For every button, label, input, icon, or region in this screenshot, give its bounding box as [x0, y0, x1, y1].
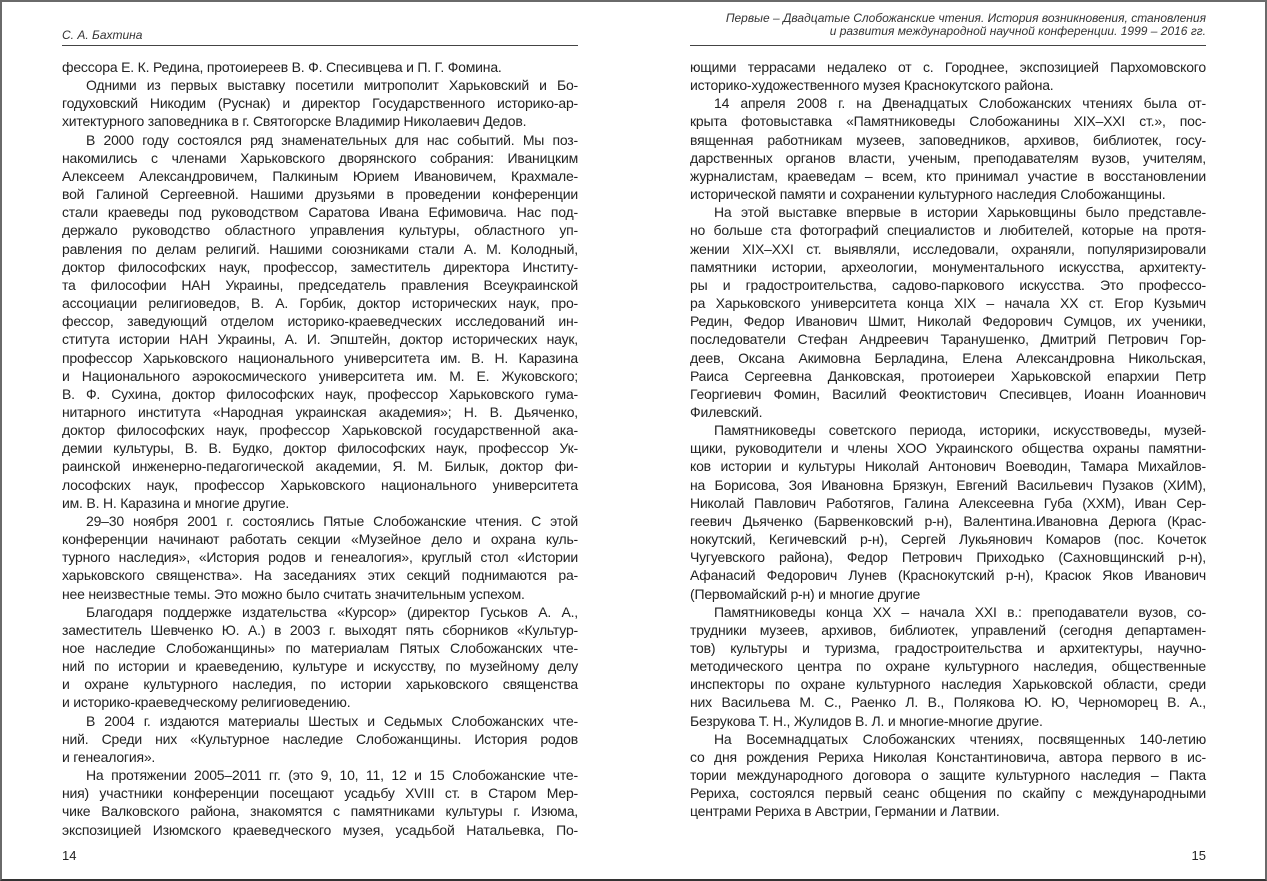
- text-line: На Восемнадцатых Слобожанских чтениях, посвященных 140-летию: [714, 730, 1206, 747]
- text-line: памятники истории, археологии, монументального искусства, архитекту-: [690, 258, 1206, 275]
- page-right: [690, 2, 1206, 879]
- text-line: исторической памяти и сохранении культурного наследия Слобожанщины.: [690, 186, 1166, 203]
- text-line: экспозицией Изюмского краеведческого музея, усадьбой Натальевка, По-: [62, 821, 578, 838]
- text-line: тов) культуры и туризма, градостроительства и архитектуры, научно-: [690, 640, 1206, 656]
- text-line: чике Валковского района, знакомятся с памятниками культуры г. Изюма,: [62, 803, 578, 820]
- text-line: них Васильева М. С., Раенко Л. В., Полякова Ю. Ю, Черноморец В. А.,: [690, 694, 1206, 711]
- text-line: но больше ста фотографий специалистов и любителей, которые на протя-: [690, 222, 1206, 239]
- text-line: фессор, заведующий отделом историко-краеведческих исследований ин-: [62, 313, 578, 330]
- text-line: нее неизвестные темы. Это можно было считать значительным успехом.: [62, 585, 525, 602]
- text-line: хитектурного заповедника в г. Святогорске Владимир Николаевич Дедов.: [62, 113, 527, 130]
- running-head-line: С. А. Бахтина: [62, 28, 143, 42]
- text-line: деев, Оксана Акимовна Берладина, Елена Александровна Никольская,: [690, 349, 1206, 366]
- paragraph: [690, 603, 1206, 730]
- text-line: геевич Дьяченко (Барвенковский р-н), Валентина.Ивановна Дерюга (Крас-: [690, 512, 1206, 529]
- text-line: инспекторы по охране культурного наследия Харьковской области, среди: [690, 676, 1206, 693]
- text-line: им. В. Н. Каразина и многие другие.: [62, 494, 290, 511]
- header-rule: [690, 45, 1206, 46]
- text-line: конференции начинают работать секции «Музейное дело и охрана куль-: [62, 531, 578, 548]
- text-line: на Борисова, Зоя Ивановна Брязкун, Евгений Васильевич Пузаков (ХИМ),: [690, 476, 1206, 493]
- page-left: [62, 2, 578, 879]
- paragraph: [690, 730, 1206, 821]
- page-body: [62, 58, 578, 839]
- text-line: равления по делам религий. Нашими союзниками стали А. М. Колодный,: [62, 240, 578, 257]
- text-line: турного наследия», «История родов и генеалогия», круглый стол «Истории: [62, 549, 578, 566]
- paragraph: [62, 131, 578, 512]
- text-line: Филевский.: [690, 403, 763, 420]
- running-head: [62, 29, 578, 42]
- text-line: Афанасий Федорович Лунев (Краснокутский р-н), Красюк Яков Иванович: [690, 567, 1206, 584]
- text-line: ков истории и культуры Николай Антонович Воеводин, Тамара Михайлов-: [690, 458, 1206, 475]
- text-line: и генеалогия».: [62, 748, 156, 765]
- text-line: центрами Рериха в Австрии, Германии и Латвии.: [690, 803, 1000, 820]
- text-line: Памятниковеды советского периода, историки, искусствоведы, музей-: [714, 422, 1206, 439]
- text-line: На протяжении 2005–2011 гг. (это 9, 10, 11, 12 и 15 Слобожанские чте-: [86, 767, 578, 784]
- text-line: тории международного договора о защите культурного наследия – Пакта: [690, 767, 1206, 784]
- text-line: и историко-краеведческому религиоведению.: [62, 694, 351, 711]
- text-line: со дня рождения Рериха Николая Константиновича, автора первого в ис-: [690, 748, 1206, 765]
- text-line: ра Харьковского университета конца XIX – начала XX ст. Егор Кузьмич: [690, 295, 1206, 312]
- page-number: 14: [62, 848, 77, 863]
- text-line: ющими террасами недалеко от с. Городнее, экспозицией Пархомовского: [690, 59, 1206, 75]
- text-line: ассоциации религиоведов, В. А. Горбик, доктор исторических наук, про-: [62, 295, 578, 312]
- text-line: демии культуры, В. В. Будко, доктор философских наук, профессор Ук-: [62, 440, 578, 457]
- text-line: годуховский Никодим (Руснак) и директор Государственного историко-ар-: [62, 95, 578, 112]
- text-line: щики, руководители и члены ХОО Украинского общества охраны памятни-: [690, 440, 1206, 457]
- header-rule: [62, 45, 578, 46]
- text-line: На этой выставке впервые в истории Харьковщины было представле-: [714, 204, 1206, 221]
- text-line: Памятниковеды конца XX – начала XXI в.: преподаватели вузов, со-: [714, 603, 1206, 620]
- text-line: В. Ф. Сухина, доктор философских наук, профессор Харьковского гума-: [62, 385, 578, 402]
- text-line: трудники музеев, архивов, библиотек, управлений (сегодня департамен-: [690, 621, 1206, 638]
- text-line: нитарного института «Народная украинская академия»; Н. В. Дьяченко,: [62, 403, 578, 420]
- text-line: и охране культурного наследия, по истории харьковского священства: [62, 676, 578, 693]
- text-line: 29–30 ноября 2001 г. состоялись Пятые Слобожанские чтения. С этой: [86, 512, 578, 529]
- paragraph: [62, 76, 578, 130]
- text-line: историко-художественного музея Краснокутского района.: [690, 77, 1054, 94]
- text-line: (Первомайский р-н) и многие другие: [690, 585, 921, 602]
- text-line: вященная работникам музеев, заповедников, архивов, библиотек, госу-: [690, 131, 1206, 148]
- text-line: заместитель Шевченко Ю. А.) в 2003 г. выходят пять сборников «Культур-: [62, 621, 578, 638]
- text-line: Благодаря поддержке издательства «Курсор» (директор Гуськов А. А.,: [86, 603, 578, 620]
- text-line: накомились с членами Харьковского дворянского собрания: Иваницким: [62, 149, 578, 166]
- text-line: Рериха, состоялся первый сеанс общения по скайпу с международными: [690, 785, 1206, 802]
- text-line: последователи Стефан Андреевич Таранушенко, Дмитрий Петрович Гор-: [690, 331, 1206, 348]
- text-line: и Национального аэрокосмического университета им. М. Е. Жуковского;: [62, 367, 578, 384]
- paragraph: [62, 766, 578, 839]
- running-head-line: и развития международной научной конференции. 1999 – 2016 гг.: [829, 24, 1206, 38]
- text-line: Безрукова Т. Н., Жулидов В. Л. и многие-многие другие.: [690, 712, 1043, 729]
- text-line: Георгиевич Фомин, Василий Феоктистович Спесивцев, Иоанн Иоаннович: [690, 385, 1206, 402]
- text-line: фессора Е. К. Редина, протоиереев В. Ф. Спесивцева и П. Г. Фомина.: [62, 59, 502, 75]
- text-line: та философии НАН Украины, председатель правления Всеукраинской: [62, 276, 578, 293]
- text-line: вой Галиной Сергеевной. Нашими друзьями в проведении конференции: [62, 186, 578, 203]
- paragraph: [690, 421, 1206, 603]
- text-line: раинской инженерно-педагогической академии, Я. М. Билык, доктор фи-: [62, 458, 578, 475]
- text-line: ний. Среди них «Культурное наследие Слобожанщины. История родов: [62, 730, 578, 747]
- text-line: харьковского священства». На заседаниях этих секций поднимаются ра-: [62, 567, 578, 584]
- text-line: методического центра по охране культурного наследия, общественные: [690, 658, 1206, 675]
- text-line: жении XIX–XXI ст. выявляли, исследовали, охраняли, популяризировали: [690, 240, 1206, 257]
- text-line: Редин, Федор Иванович Шмит, Николай Федорович Сумцов, их ученики,: [690, 313, 1206, 330]
- text-line: Николай Павлович Работягов, Галина Алексеевна Губа (ХХМ), Иван Сер-: [690, 494, 1206, 511]
- text-line: держало руководство областного управления культуры, областного уп-: [62, 222, 578, 239]
- text-line: нокутский, Кегичевский р-н), Сергей Лукьянович Комаров (пос. Кочеток: [690, 531, 1206, 548]
- text-line: В 2000 году состоялся ряд знаменательных для нас событий. Мы поз-: [86, 131, 578, 148]
- page-number: 15: [1191, 848, 1206, 863]
- text-line: В 2004 г. издаются материалы Шестых и Седьмых Слобожанских чте-: [86, 712, 578, 729]
- text-line: крыта фотовыставка «Памятниковеды Слобожанины XIX–XXI ст.», пос-: [690, 113, 1206, 130]
- text-line: Чугуевского района), Федор Петрович Приходько (Сахновщинский р-н),: [690, 549, 1206, 566]
- text-line: ститута истории НАН Украины, А. И. Эпштейн, доктор исторических наук,: [62, 331, 578, 348]
- text-line: дарственных органов власти, ученым, преподавателям вузов, учителям,: [690, 149, 1206, 166]
- text-line: журналистам, краеведам – всем, кто принимал участие в восстановлении: [690, 167, 1206, 184]
- text-line: ния) участники конференции посещают усадьбу XVIII ст. в Старом Мер-: [62, 785, 578, 802]
- text-line: профессор Харьковского национального университета им. В. Н. Каразина: [62, 349, 578, 366]
- text-line: ное наследие Слобожанщины» по материалам Пятых Слобожанских чте-: [62, 640, 578, 656]
- paragraph: [690, 203, 1206, 421]
- text-line: доктор философских наук, профессор, заместитель директора Институ-: [62, 258, 578, 275]
- text-line: доктор философских наук, профессор Харьковской государственной ака-: [62, 422, 578, 439]
- page-body: [690, 58, 1206, 821]
- paragraph: [62, 712, 578, 766]
- paragraph: [62, 58, 578, 76]
- paragraph: [62, 512, 578, 603]
- text-line: Алексеем Александровичем, Палкиным Юрием Ивановичем, Крахмале-: [62, 167, 578, 184]
- running-head-line: Первые – Двадцатые Слобожанские чтения. История возникновения, становления: [725, 11, 1206, 25]
- running-head: [690, 12, 1206, 38]
- text-line: 14 апреля 2008 г. на Двенадцатых Слобожанских чтениях была от-: [714, 95, 1206, 112]
- text-line: ний по истории и краеведению, культуре и искусству, по музейному делу: [62, 658, 578, 675]
- paragraph: [690, 58, 1206, 94]
- text-line: лософских наук, профессор Харьковского национального университета: [62, 476, 578, 493]
- paragraph: [62, 603, 578, 712]
- paragraph: [690, 94, 1206, 203]
- text-line: стали краеведы под руководством Саратова Ивана Ефимовича. Нас под-: [62, 204, 578, 221]
- text-line: Раиса Сергеевна Данковская, протоиереи Харьковской епархии Петр: [690, 367, 1206, 384]
- text-line: ры и градостроительства, садово-паркового искусства. Это профессо-: [690, 276, 1206, 293]
- text-line: Одними из первых выставку посетили митрополит Харьковский и Бо-: [86, 77, 578, 94]
